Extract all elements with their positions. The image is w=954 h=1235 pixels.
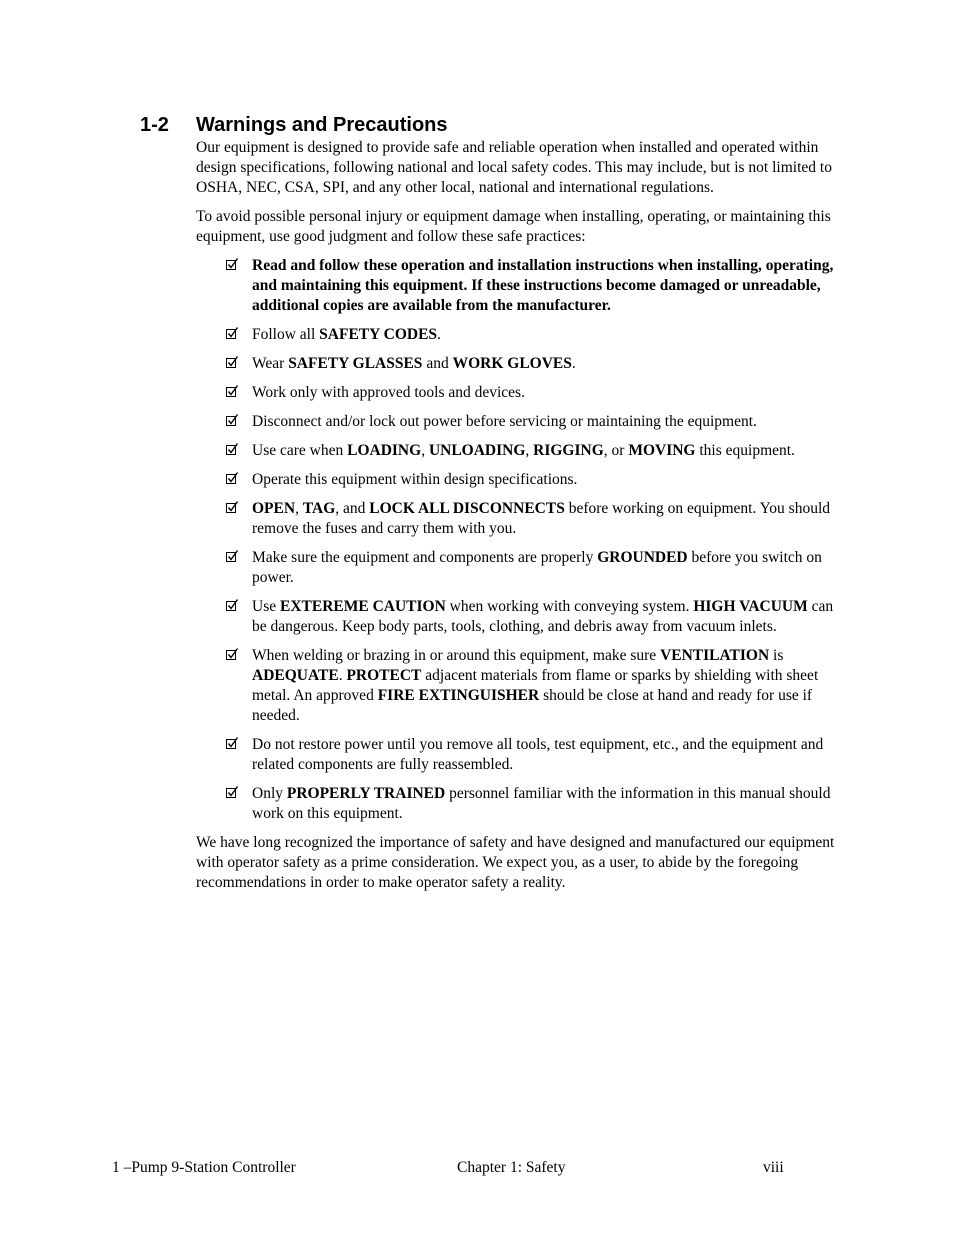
check-mark-icon bbox=[227, 357, 237, 367]
check-mark-icon bbox=[227, 738, 237, 748]
bold-text: LOCK ALL DISCONNECTS bbox=[369, 500, 565, 517]
check-mark-icon bbox=[227, 328, 237, 338]
intro-paragraph-2: To avoid possible personal injury or equipment damage when installing, operating, or maintaining this equipment, use good judgment and follow these safe practices: bbox=[196, 208, 831, 245]
checkbox-checked-icon bbox=[226, 739, 236, 749]
text: , or bbox=[603, 442, 629, 459]
text: is bbox=[769, 647, 784, 664]
checkbox-checked-icon bbox=[226, 387, 236, 397]
text: , and bbox=[335, 500, 370, 517]
footer-chapter: Chapter 1: Safety bbox=[457, 1159, 566, 1176]
list-item bbox=[196, 441, 846, 461]
text: . bbox=[437, 326, 441, 343]
bold-text: OPEN bbox=[252, 500, 296, 517]
check-mark-path bbox=[229, 787, 238, 796]
check-mark-icon bbox=[227, 415, 237, 425]
checkbox-checked-icon bbox=[226, 601, 236, 611]
checkbox-checked-icon bbox=[226, 329, 236, 339]
bold-text: Read and follow these operation and installation instructions when installing, operating, and maintaining this equipment. If these instructions become damaged or unreadable, additional copies are available from the manufacturer. bbox=[252, 257, 834, 314]
check-mark-path bbox=[229, 259, 238, 268]
text: , bbox=[525, 442, 534, 459]
text: , bbox=[295, 500, 303, 517]
bold-text: HIGH VACUUM bbox=[693, 598, 808, 615]
text: personnel familiar with the information in this manual should work on this equipment. bbox=[252, 785, 831, 822]
text: Work only with approved tools and devices. bbox=[252, 384, 525, 401]
intro-paragraph-1: Our equipment is designed to provide safe and reliable operation when installed and operated within design specifications, following national and local safety codes. This may include, but is not limited to OSHA, NEC, CSA, SPI, and any other local, national and international regulations. bbox=[196, 139, 832, 196]
bold-text: FIRE EXTINGUISHER bbox=[377, 687, 540, 704]
list-item bbox=[196, 597, 846, 637]
check-mark-path bbox=[229, 357, 238, 366]
section-heading bbox=[140, 112, 448, 138]
bold-text: PROPERLY TRAINED bbox=[286, 785, 446, 802]
bold-text: RIGGING bbox=[533, 442, 604, 459]
document-body bbox=[196, 138, 846, 902]
text: Use care when bbox=[252, 442, 348, 459]
bold-text: VENTILATION bbox=[660, 647, 770, 664]
bold-text: MOVING bbox=[628, 442, 696, 459]
bold-text: LOADING bbox=[347, 442, 422, 459]
text: Use bbox=[252, 598, 280, 615]
text: Follow all bbox=[252, 326, 320, 343]
text: before working on equipment. You should remove the fuses and carry them with you. bbox=[252, 500, 831, 537]
safety-practices-list bbox=[196, 256, 846, 824]
bold-text: TAG bbox=[302, 500, 336, 517]
list-item bbox=[196, 256, 846, 316]
list-item bbox=[196, 784, 846, 824]
text: when working with conveying system. bbox=[445, 598, 694, 615]
bold-text: PROTECT bbox=[346, 667, 422, 684]
check-mark-path bbox=[229, 738, 238, 747]
list-item bbox=[196, 325, 846, 345]
section-number: 1-2 bbox=[140, 114, 169, 136]
text: Only bbox=[252, 785, 287, 802]
text: When welding or brazing in or around this equipment, make sure bbox=[252, 647, 661, 664]
closing-paragraph: We have long recognized the importance of safety and have designed and manufactured our equipment with operator safety as a prime consideration. We expect you, as a user, to abide by the foregoing recommendations in order to make operator safety a reality. bbox=[196, 834, 835, 891]
text: Do not restore power until you remove all tools, test equipment, etc., and the equipment and related components are fully reassembled. bbox=[252, 736, 824, 773]
list-item bbox=[196, 354, 846, 374]
bold-text: SAFETY CODES bbox=[319, 326, 438, 343]
list-item bbox=[196, 499, 846, 539]
check-mark-icon bbox=[227, 600, 237, 610]
check-mark-path bbox=[229, 600, 238, 609]
checkbox-checked-icon bbox=[226, 260, 236, 270]
text: and bbox=[422, 355, 453, 372]
check-mark-path bbox=[229, 551, 238, 560]
bold-text: WORK GLOVES bbox=[452, 355, 572, 372]
list-item bbox=[196, 470, 846, 490]
check-mark-path bbox=[229, 649, 238, 658]
checkbox-checked-icon bbox=[226, 788, 236, 798]
text: adjacent materials from flame or sparks by shielding with sheet metal. An approved bbox=[252, 667, 819, 704]
check-mark-icon bbox=[227, 259, 237, 269]
footer-product-name: 1 –Pump 9-Station Controller bbox=[112, 1159, 296, 1176]
check-mark-icon bbox=[227, 649, 237, 659]
list-item bbox=[196, 735, 846, 775]
bold-text: GROUNDED bbox=[597, 549, 688, 566]
check-mark-icon bbox=[227, 473, 237, 483]
text: Make sure the equipment and components are properly bbox=[252, 549, 598, 566]
text: , bbox=[421, 442, 429, 459]
text: Operate this equipment within design specifications. bbox=[252, 471, 578, 488]
check-mark-path bbox=[229, 473, 238, 482]
bold-text: EXTEREME CAUTION bbox=[279, 598, 446, 615]
check-mark-path bbox=[229, 502, 238, 511]
checkbox-checked-icon bbox=[226, 650, 236, 660]
checkbox-checked-icon bbox=[226, 474, 236, 484]
text: this equipment. bbox=[695, 442, 795, 459]
text: can be dangerous. Keep body parts, tools, clothing, and debris away from vacuum inlets. bbox=[252, 598, 834, 635]
check-mark-path bbox=[229, 386, 238, 395]
list-item bbox=[196, 646, 846, 726]
check-mark-icon bbox=[227, 502, 237, 512]
text: Disconnect and/or lock out power before servicing or maintaining the equipment. bbox=[252, 413, 757, 430]
checkbox-checked-icon bbox=[226, 445, 236, 455]
check-mark-path bbox=[229, 328, 238, 337]
text: Wear bbox=[252, 355, 289, 372]
text: . bbox=[338, 667, 347, 684]
check-mark-path bbox=[229, 444, 238, 453]
check-mark-icon bbox=[227, 444, 237, 454]
checkbox-checked-icon bbox=[226, 503, 236, 513]
bold-text: SAFETY GLASSES bbox=[288, 355, 423, 372]
checkbox-checked-icon bbox=[226, 416, 236, 426]
check-mark-icon bbox=[227, 787, 237, 797]
text: . bbox=[571, 355, 576, 372]
section-title: Warnings and Precautions bbox=[196, 114, 448, 136]
checkbox-checked-icon bbox=[226, 358, 236, 368]
footer-page-number: viii bbox=[763, 1159, 784, 1176]
list-item bbox=[196, 548, 846, 588]
checkbox-checked-icon bbox=[226, 552, 236, 562]
bold-text: UNLOADING bbox=[428, 442, 526, 459]
list-item bbox=[196, 383, 846, 403]
text: before you switch on power. bbox=[252, 549, 822, 586]
check-mark-path bbox=[229, 415, 238, 424]
check-mark-icon bbox=[227, 386, 237, 396]
list-item bbox=[196, 412, 846, 432]
text: should be close at hand and ready for use if needed. bbox=[252, 687, 813, 724]
bold-text: ADEQUATE bbox=[252, 667, 339, 684]
check-mark-icon bbox=[227, 551, 237, 561]
